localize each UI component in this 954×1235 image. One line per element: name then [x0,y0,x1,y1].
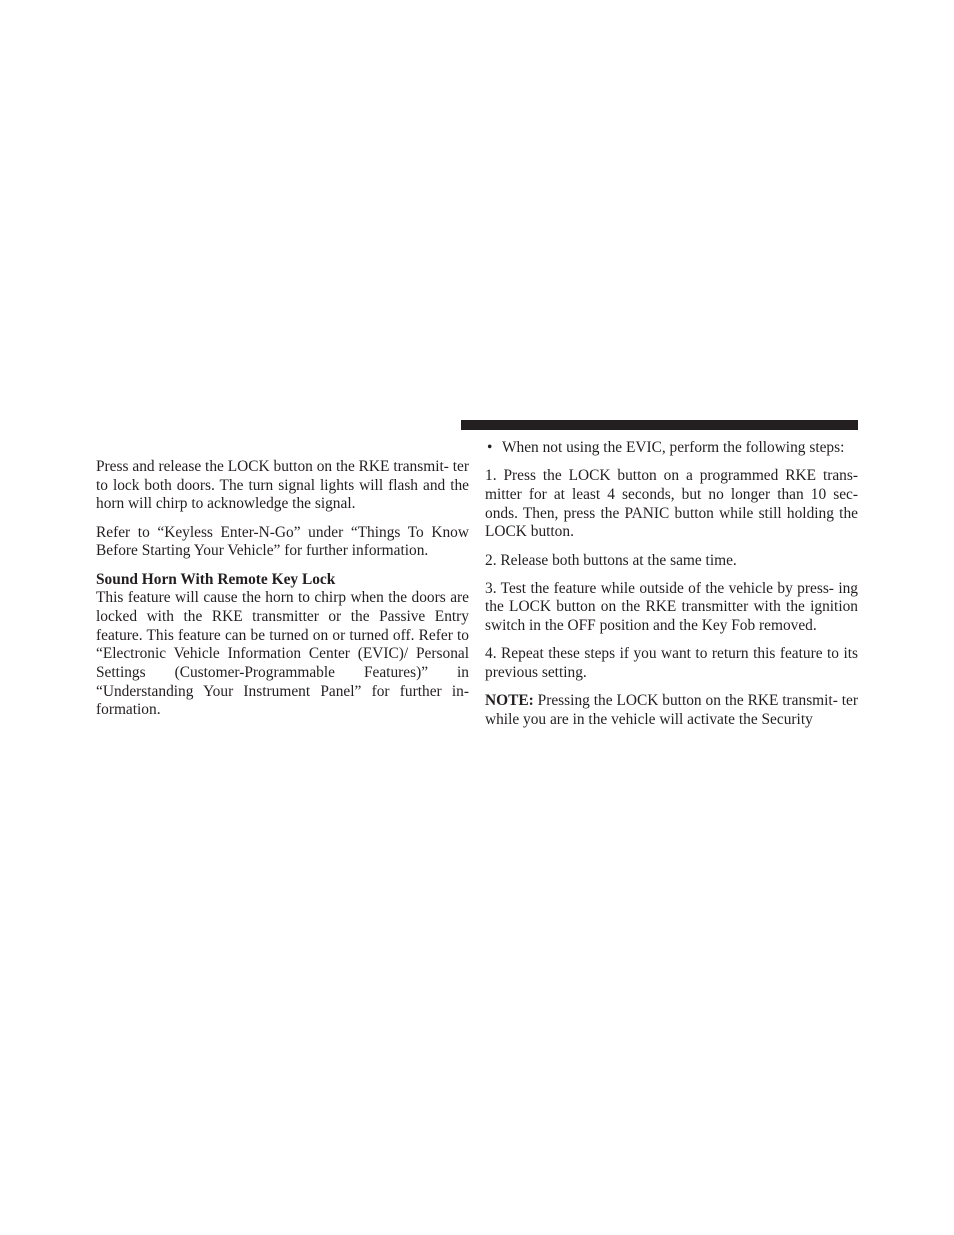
paragraph-keyless-reference: Refer to “Keyless Enter-N-Go” under “Things To Know Before Starting Your Vehicle” for further information. [96,523,469,560]
step-3: 3. Test the feature while outside of the vehicle by press- ing the LOCK button on the RKE transmitter with the ignition switch in the OFF position and the Key Fob removed. [485,579,858,635]
bullet-icon: • [487,439,493,456]
step-4: 4. Repeat these steps if you want to return this feature to its previous setting. [485,645,858,682]
bullet-text: When not using the EVIC, perform the following steps: [502,439,845,456]
section-header-bar [461,420,858,430]
right-column [485,439,858,730]
section-heading-sound-horn: Sound Horn With Remote Key Lock [96,570,336,588]
paragraph-lock-doors: Press and release the LOCK button on the RKE transmit- ter to lock both doors. The turn signal lights will flash and the horn will chirp to acknowledge the signal. [96,458,469,513]
step-1: 1. Press the LOCK button on a programmed RKE trans- mitter for at least 4 seconds, but no longer than 10 sec- onds. Then, press the PANIC button while still holding the LOCK button. [485,467,858,541]
left-column [96,458,469,720]
note-text: Pressing the LOCK button on the RKE transmit- ter while you are in the vehicle will activate the Security [485,692,858,728]
note-paragraph [485,692,858,729]
paragraph-sound-horn: This feature will cause the horn to chirp when the doors are locked with the RKE transmitter or the Passive Entry feature. This feature can be turned on or turned off. Refer to “Electronic Vehicle Information Center (EVIC)/ Personal Settings (Customer-Programmable Features)” in “Understanding Your Instrument Panel” for further in- formation. [96,589,469,719]
step-2: 2. Release both buttons at the same time. [485,551,737,569]
bullet-item [485,439,858,458]
note-label: NOTE: [485,692,534,710]
